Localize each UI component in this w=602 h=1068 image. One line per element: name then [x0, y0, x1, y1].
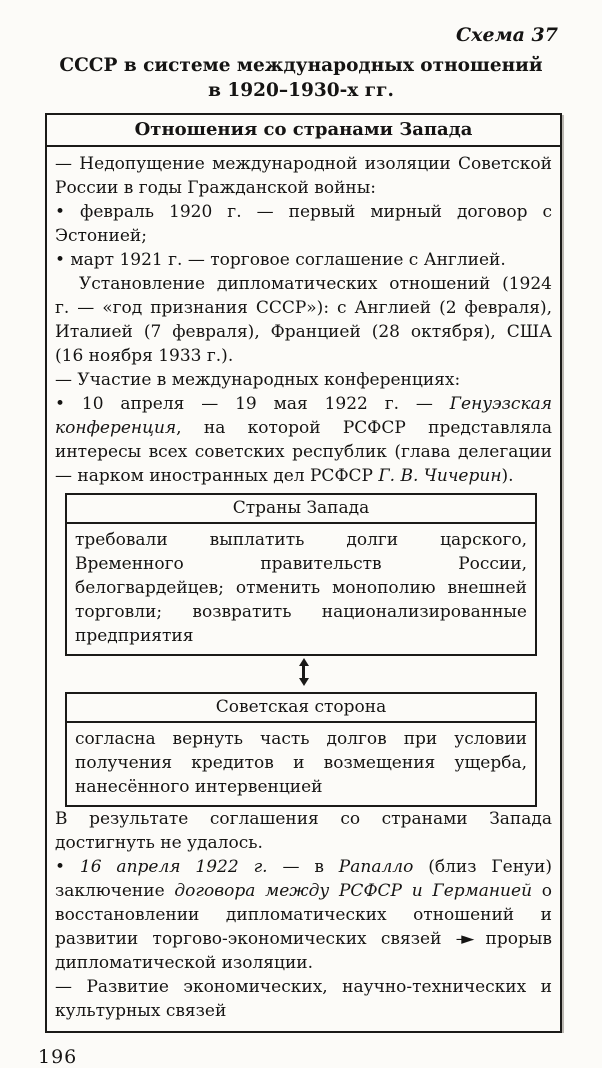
chicherin-italic: Г. В. Чичерин — [378, 466, 502, 486]
rapallo-bullet: • — [55, 857, 80, 877]
rapallo-place-italic: Рапалло — [338, 857, 414, 877]
intro-paragraph-estonia: • февраль 1920 г. — первый мирный договор с Эстонией; — [55, 202, 552, 246]
intro-paragraph-conferences: — Участие в международных конференциях: — [55, 370, 461, 390]
outcome-paragraph-development: — Развитие экономических, научно-технических и культурных связей — [55, 977, 552, 1021]
page-title-line1: СССР в системе международных отношений — [59, 55, 543, 76]
schema-header: Отношения со странами Запада — [47, 115, 560, 147]
intro-paragraph-england: • март 1921 г. — торговое соглашение с Англией. — [55, 250, 506, 270]
genoa-conference-italic: Генуэзская конференция — [55, 394, 552, 438]
outcome-paragraph-result: В результате соглашения со странами Запада достигнуть не удалось. — [55, 809, 552, 853]
rapallo-run-3: о восстановлении дипломатических отношений и развитии торгово-экономических связей — [55, 881, 553, 949]
intro-paragraph-isolation: — Недопущение международной изоляции Советской России в годы Гражданской войны: — [55, 154, 552, 198]
intro-paragraph-genoa — [55, 392, 552, 488]
genoa-run-2: , на которой РСФСР представляла интересы всех советских республик (глава делегации — нарком иностранных дел РСФСР — [55, 418, 552, 486]
soviet-side-box-body: согласна вернуть часть долгов при условии получения кредитов и возмещения ущерба, нанесённого интервенцией — [75, 729, 527, 797]
soviet-side-box — [65, 692, 537, 807]
schema-content — [47, 147, 560, 1031]
right-arrow-icon: –► — [455, 929, 472, 949]
schema-outer-box — [45, 113, 562, 1033]
treaty-italic: договора между РСФСР и Германией — [174, 881, 533, 901]
genoa-run-3: ). — [501, 466, 514, 486]
soviet-side-box-title: Советская сторона — [67, 694, 535, 723]
intro-paragraph-recognition: Установление дипломатических отношений (1924 г. — «год признания СССР»): с Англией (2 февраля), Италией (7 февраля), Францией (28 октября), США (16 ноября 1933 г.). — [55, 274, 552, 366]
rapallo-run-1: — в — [267, 857, 339, 877]
schema-number-label: Схема 37 — [456, 24, 558, 46]
west-countries-box-body: требовали выплатить долги царского, Временного правительств России, белогвардейцев; отменить монополию внешней торговли; возвратить национализированные предприятия — [75, 530, 527, 646]
double-headed-arrow-icon — [55, 657, 552, 687]
genoa-run-1: • 10 апреля — 19 мая 1922 г. — — [55, 394, 450, 414]
west-countries-box — [65, 493, 537, 656]
arrow-up-tip — [299, 658, 309, 666]
rapallo-run-4: прорыв дипломатической изоляции. — [55, 929, 552, 973]
arrow-down-tip — [299, 678, 309, 686]
arrow-stem — [302, 666, 305, 678]
rapallo-run-2: (близ Генуи) заключение — [55, 857, 552, 901]
rapallo-date-italic: 16 апреля 1922 г. — [79, 857, 268, 877]
page-number: 196 — [38, 1046, 78, 1068]
page-title-line2: в 1920–1930-х гг. — [208, 80, 394, 101]
west-countries-box-title: Страны Запада — [67, 495, 535, 524]
page-title — [0, 53, 602, 103]
outcome-paragraph-rapallo — [55, 855, 552, 975]
